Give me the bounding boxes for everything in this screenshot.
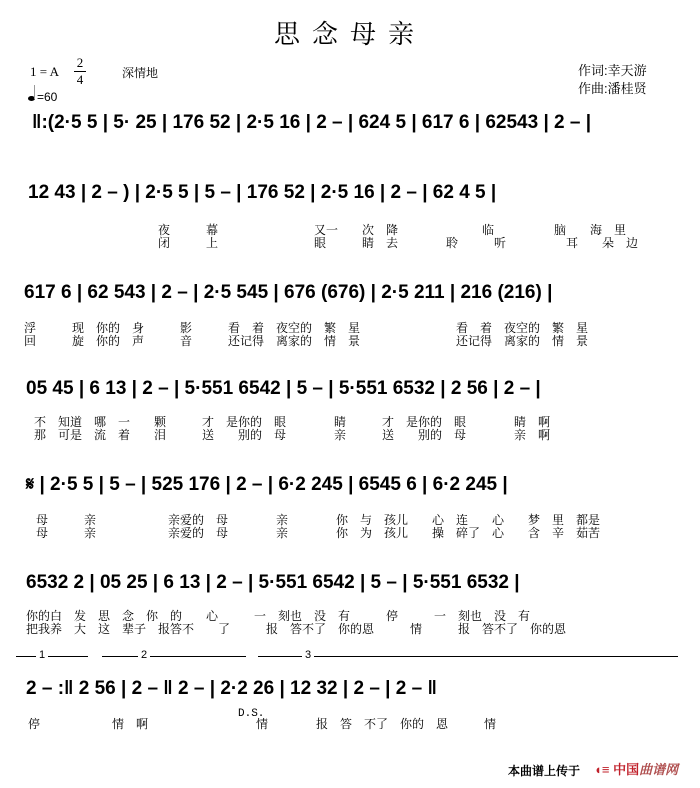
- lyrics-verse-1: 浮 现 你的 身 影 看 着 夜空的 繁 星 看 着 夜空的 繁 星: [24, 321, 589, 335]
- quarter-note-icon: [28, 96, 35, 101]
- tempo-value: =60: [37, 90, 58, 104]
- volta-1: 1: [16, 656, 88, 665]
- cq-logo-icon: ◖≡: [594, 762, 610, 777]
- lyrics-verse-2: 那 可是 流 着 泪 送 别的 母 亲 送 别的 母 亲 啊: [34, 428, 551, 442]
- notation: 𝄋 | 2·5 5 | 5 – | 525 176 | 2 – | 6·2 245 | 6545 6 | 6·2 245 |: [26, 474, 508, 495]
- lyricist: 作词:幸天游: [578, 63, 647, 78]
- volta-3: 3: [258, 656, 678, 665]
- lyrics-verse-1: 停 情 啊 情 报 答 不了 你的 恩 情: [28, 717, 497, 731]
- time-signature-bottom: 4: [76, 72, 84, 87]
- credits: [578, 62, 647, 98]
- notation: ‖:(2·5 5 | 5· 25 | 176 52 | 2·5 16 | 2 – | 624 5 | 617 6 | 62543 | 2 – |: [32, 112, 592, 133]
- notation: 05 45 | 6 13 | 2 – | 5·551 6542 | 5 – | 5·551 6532 | 2 56 | 2 – |: [26, 378, 541, 399]
- song-title: 思念母亲: [273, 20, 426, 50]
- time-signature-top: 2: [76, 55, 84, 70]
- composer: 作曲:潘桂贤: [578, 81, 647, 96]
- lyrics-verse-1: 你的白 发 思 念 你 的 心 一 刻也 没 有 停 一 刻也 没 有: [26, 609, 531, 623]
- dal-segno-marking: D.S.: [238, 708, 265, 720]
- key-signature: 1 = A: [30, 64, 60, 79]
- lyrics-verse-1: 夜 幕 又一 次 降 临 脑 海 里: [158, 223, 627, 237]
- volta-2: 2: [102, 656, 246, 665]
- notation: 617 6 | 62 543 | 2 – | 2·5 545 | 676 (676) | 2·5 211 | 216 (216) |: [24, 282, 553, 303]
- expression-marking: 深情地: [122, 66, 159, 80]
- site-logo[interactable]: [594, 759, 678, 778]
- time-signature: [74, 56, 86, 87]
- lyrics-verse-2: 回 旋 你的 声 音 还记得 离家的 情 景 还记得 离家的 情 景: [24, 334, 589, 348]
- lyrics-verse-2: 闭 上 眼 睛 去 聆 听 耳 朵 边: [158, 236, 639, 250]
- notation: 6532 2 | 05 25 | 6 13 | 2 – | 5·551 6542 | 5 – | 5·551 6532 |: [26, 572, 520, 593]
- lyrics-verse-2: 把我养 大 这 辈子 报答不 了 报 答不了 你的恩 情 报 答不了 你的恩: [26, 622, 567, 636]
- site-name-1: 中国: [613, 762, 640, 777]
- lyrics-verse-1: 不 知道 哪 一 颗 才 是你的 眼 睛 才 是你的 眼 睛 啊: [34, 415, 551, 429]
- footer-text: 本曲谱上传于: [508, 764, 581, 778]
- tempo-marking: [28, 90, 57, 104]
- site-name-2: 曲谱网: [639, 762, 679, 777]
- lyrics-verse-1: 母 亲 亲爱的 母 亲 你 与 孩儿 心 连 心 梦 里 都是: [36, 513, 601, 527]
- lyrics-verse-2: 母 亲 亲爱的 母 亲 你 为 孩儿 操 碎了 心 含 辛 茹苦: [36, 526, 601, 540]
- notation: 12 43 | 2 – ) | 2·5 5 | 5 – | 176 52 | 2·5 16 | 2 – | 62 4 5 |: [28, 182, 497, 203]
- notation: 2 – :‖ 2 56 | 2 – ‖ 2 – | 2·2 26 | 12 32 | 2 – | 2 – ‖: [26, 678, 437, 699]
